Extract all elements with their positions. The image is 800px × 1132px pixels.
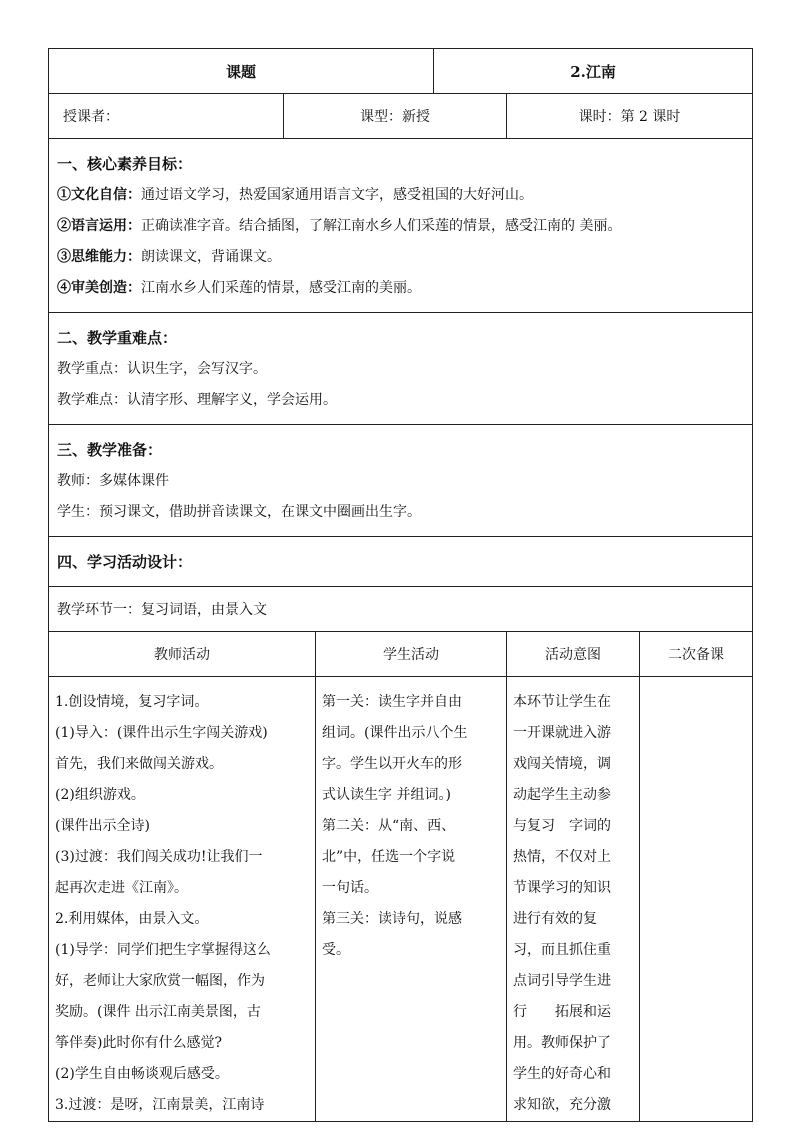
goal-item: ②语言运用：正确读准字音。结合插图，了解江南水乡人们采莲的情景，感受江南的 美丽。 xyxy=(57,218,622,234)
teacher-cell: 授课者： xyxy=(49,94,284,139)
teacher-activity-line: 首先，我们来做闯关游戏。 xyxy=(55,756,223,772)
intent-line: 本环节让学生在 xyxy=(513,694,611,710)
intent-cell xyxy=(507,677,640,1122)
intent-line: 行 拓展和运 xyxy=(513,1004,611,1020)
goal-item: ①文化自信：通过语文学习，热爱国家通用语言文字，感受祖国的大好河山。 xyxy=(57,187,533,203)
teacher-activity-line: 1.创设情境，复习字词。 xyxy=(55,694,209,710)
intent-line: 热情，不仅对上 xyxy=(513,849,611,865)
student-activity-cell xyxy=(316,677,507,1122)
teacher-activity-line: (1)导学：同学们把生字掌握得这么 xyxy=(55,942,271,958)
student-activity-line: 第三关：读诗句，说感 xyxy=(322,911,462,927)
teacher-activity-line: 好，老师让大家欣赏一幅图，作为 xyxy=(55,973,265,989)
keypoint-line: 教学重点：认识生字，会写汉字。 xyxy=(57,361,267,377)
goals-section xyxy=(49,139,753,313)
lesson-plan-table xyxy=(48,48,753,1122)
prep-line: 教师：多媒体课件 xyxy=(57,473,169,489)
intent-line: 进行有效的复 xyxy=(513,911,597,927)
col-intent: 活动意图 xyxy=(507,632,640,677)
student-activity-line: 字。学生以开火车的形 xyxy=(322,756,462,772)
design-title: 四、学习活动设计： xyxy=(57,553,193,571)
teacher-activity-text xyxy=(55,687,309,1121)
goal-item: ④审美创造：江南水乡人们采莲的情景，感受江南的美丽。 xyxy=(57,280,421,296)
intent-line: 用。教师保护了 xyxy=(513,1035,611,1051)
subject-label: 课题 xyxy=(49,49,434,94)
lesson-plan-page xyxy=(48,48,752,1122)
keypoint-line: 教学难点：认清字形、理解字义，学会运用。 xyxy=(57,392,337,408)
header-row xyxy=(49,49,753,94)
teacher-activity-line: (3)过渡：我们闯关成功!让我们一 xyxy=(55,849,263,865)
goals-title: 一、核心素养目标： xyxy=(57,155,193,173)
intent-line: 习，而且抓住重 xyxy=(513,942,611,958)
prep-line: 学生：预习课文，借助拼音读课文，在课文中圈画出生字。 xyxy=(57,504,421,520)
goal-item: ③思维能力：朗读课文，背诵课文。 xyxy=(57,249,281,265)
activity-row xyxy=(49,677,753,1122)
student-activity-line: 式认读生字 并组词。) xyxy=(322,787,451,803)
column-header-row xyxy=(49,632,753,677)
design-section xyxy=(49,537,753,587)
teacher-activity-line: 3.过渡：是呀，江南景美，江南诗 xyxy=(55,1097,265,1113)
student-activity-line: 组词。(课件出示八个生 xyxy=(322,725,468,741)
student-activity-line: 受。 xyxy=(322,942,350,958)
teacher-activity-line: 2.利用媒体，由景入文。 xyxy=(55,911,209,927)
intent-line: 求知欲，充分激 xyxy=(513,1097,611,1113)
student-activity-line: 北”中，任选一个字说 xyxy=(322,849,456,865)
teacher-activity-line: (2)组织游戏。 xyxy=(55,787,145,803)
student-activity-line: 一句话。 xyxy=(322,880,378,896)
link-row xyxy=(49,587,753,632)
teacher-activity-line: 起再次走进《江南》。 xyxy=(55,880,188,896)
type-cell: 课型：新授 xyxy=(284,94,507,139)
col-student: 学生活动 xyxy=(316,632,507,677)
hours-cell: 课时：第 2 课时 xyxy=(507,94,753,139)
col-second-prep: 二次备课 xyxy=(640,632,753,677)
intent-line: 与复习 字词的 xyxy=(513,818,611,834)
teacher-activity-line: (2)学生自由畅谈观后感受。 xyxy=(55,1066,229,1082)
intent-line: 学生的好奇心和 xyxy=(513,1066,611,1082)
subject-value: 2.江南 xyxy=(434,49,753,94)
intent-line: 一开课就进入游 xyxy=(513,725,611,741)
col-teacher: 教师活动 xyxy=(49,632,316,677)
prep-section xyxy=(49,425,753,537)
teacher-activity-line: 奖励。(课件 出示江南美景图，古 xyxy=(55,1004,261,1020)
prep-title: 三、教学准备： xyxy=(57,441,163,459)
student-activity-line: 第二关：从“南、西、 xyxy=(322,818,456,834)
keypoints-title: 二、教学重难点： xyxy=(57,329,178,347)
teacher-activity-line: (课件出示全诗) xyxy=(55,818,150,834)
meta-row xyxy=(49,94,753,139)
second-prep-cell xyxy=(640,677,753,1122)
intent-text xyxy=(513,687,633,1121)
teacher-activity-line: (1)导入：(课件出示生字闯关游戏) xyxy=(55,725,268,741)
intent-line: 节课学习的知识 xyxy=(513,880,611,896)
intent-line: 点词引导学生进 xyxy=(513,973,611,989)
keypoints-section xyxy=(49,313,753,425)
link-cell: 教学环节一：复习词语，由景入文 xyxy=(49,587,753,632)
teacher-activity-cell xyxy=(49,677,316,1122)
intent-line: 动起学生主动参 xyxy=(513,787,611,803)
student-activity-line: 第一关：读生字并自由 xyxy=(322,694,462,710)
teacher-activity-line: 筝伴奏)此时你有什么感觉? xyxy=(55,1035,222,1051)
intent-line: 戏闯关情境，调 xyxy=(513,756,611,772)
student-activity-text xyxy=(322,687,500,966)
